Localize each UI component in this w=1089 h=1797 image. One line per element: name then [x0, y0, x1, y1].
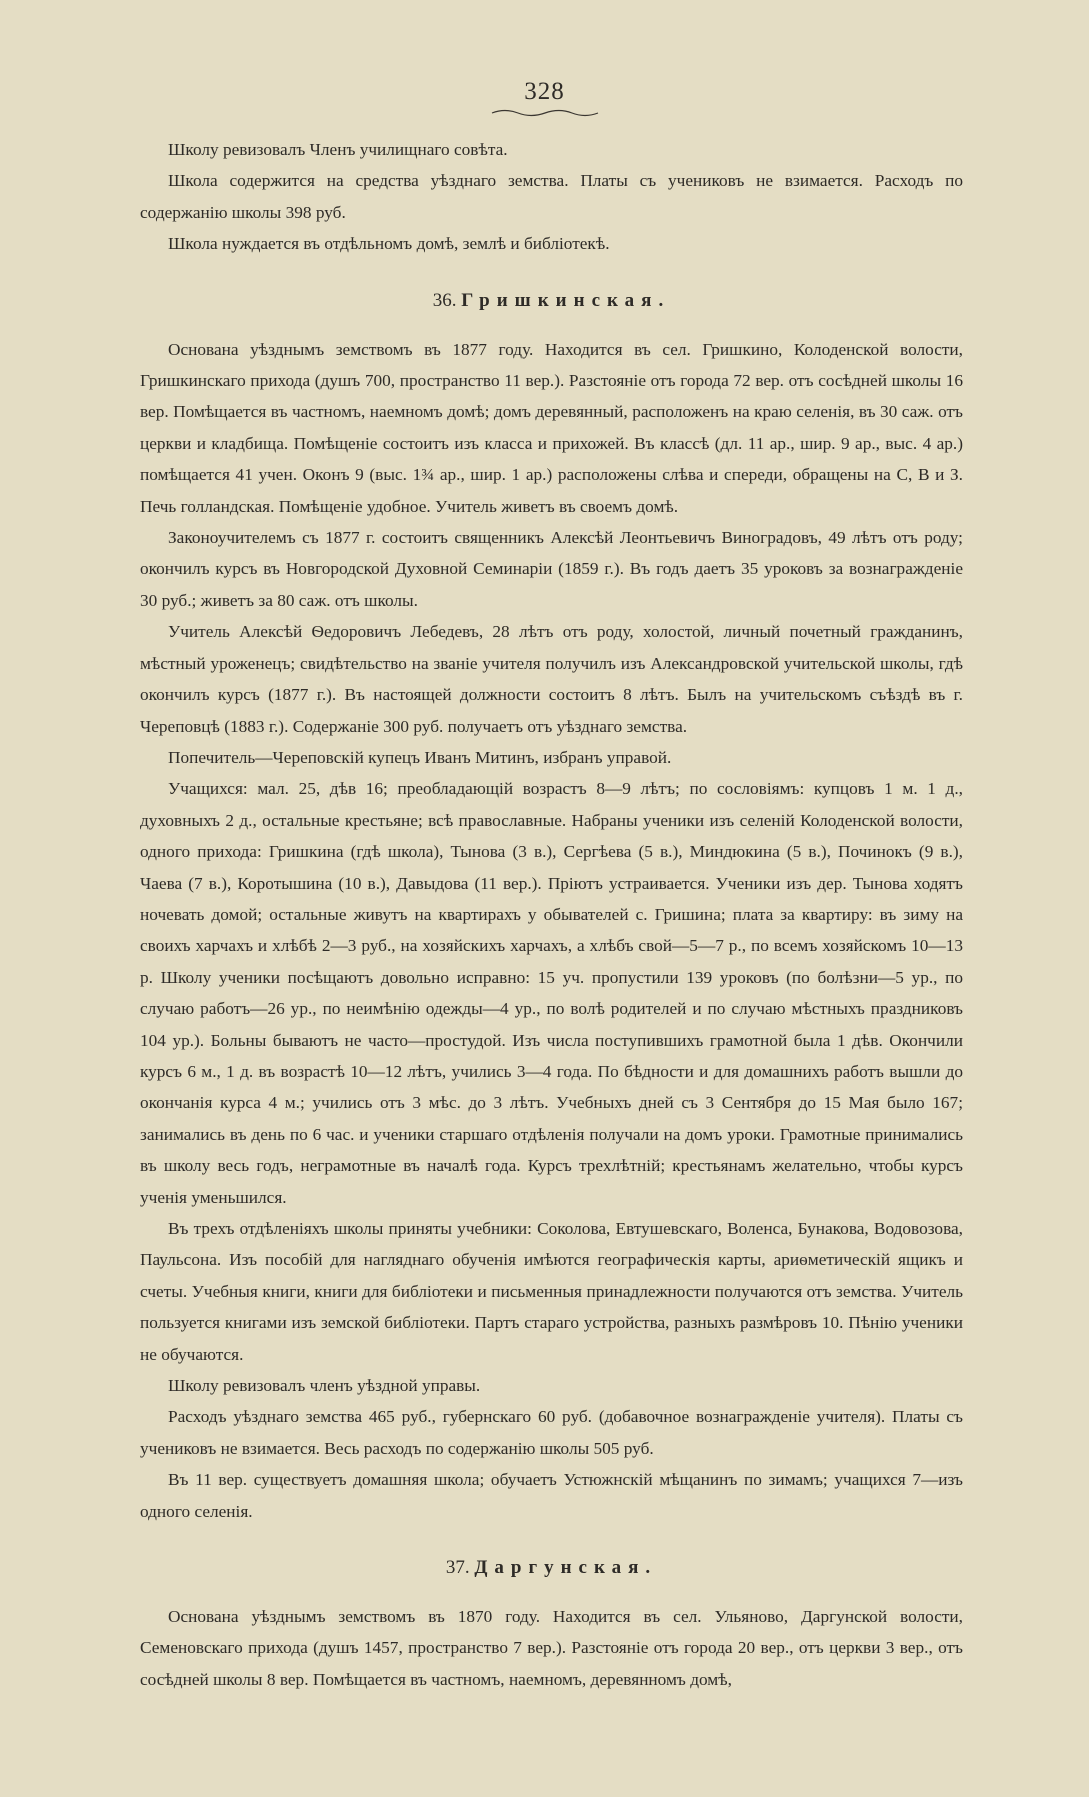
paragraph: Школа нуждается въ отдѣльномъ домѣ, землѣ и библіотекѣ. [168, 234, 610, 254]
paragraph: Въ трехъ отдѣленіяхъ школы приняты учебники: Соколова, Евтушевскаго, Воленса, Бунакова, Водовозова, Паульсона. Изъ пособій для нагляднаго обученія имѣются географическія карты, ариѳметическій ящикъ и счеты. Учебныя книги, книги для библіотеки и письменныя принадлежности получаются отъ земства. Учитель пользуется книгами изъ земской библіотеки. Партъ стараго устройства, разныхъ размѣровъ 10. Пѣнію ученики не обучаются. [140, 1219, 963, 1364]
paragraph: Законоучителемъ съ 1877 г. состоитъ священникъ Алексѣй Леонтьевичъ Виноградовъ, 49 лѣтъ отъ роду; окончилъ курсъ въ Новгородской Духовной Семинаріи (1859 г.). Въ годъ даетъ 35 уроковъ за вознагражденіе 30 руб.; живетъ за 80 саж. отъ школы. [140, 528, 963, 610]
section-title: Гришкинская. [461, 289, 671, 311]
paragraph: Учащихся: мал. 25, дѣв 16; преобладающій возрастъ 8—9 лѣтъ; по сословіямъ: купцовъ 1 м. 1 д., духовныхъ 2 д., остальные крестьяне; всѣ православные. Набраны ученики изъ селеній Колоденской волости, одного прихода: Гришкина (гдѣ школа), Тынова (3 в.), Сергѣева (5 в.), Миндюкина (5 в.), Починокъ (9 в.), Чаева (7 в.), Коротышина (10 в.), Давыдова (11 вер.). Пріютъ устраивается. Ученики изъ дер. Тынова ходятъ ночевать домой; остальные живутъ на квартирахъ у обывателей с. Гришина; плата за квартиру: въ зиму на своихъ харчахъ и хлѣбѣ 2—3 руб., на хозяйскихъ харчахъ, а хлѣбъ свой—5—7 р., по всемъ хозяйскомъ 10—13 р. Школу ученики посѣщаютъ довольно исправно: 15 уч. пропустили 139 уроковъ (по болѣзни—5 ур., по случаю работъ—26 ур., по неимѣнію одежды—4 ур., по волѣ родителей и по случаю мѣстныхъ праздниковъ 104 ур.). Больны бываютъ не часто—простудой. Изъ числа поступившихъ грамотной была 1 дѣв. Окончили курсъ 6 м., 1 д. въ возрастѣ 10—12 лѣтъ, учились 3—4 года. По бѣдности и для домашнихъ работъ вышли до окончанія курса 4 м.; учились отъ 3 мѣс. до 3 лѣтъ. Учебныхъ дней съ 3 Сентября до 15 Мая было 167; занимались въ день по 6 час. и ученики старшаго отдѣленія получали на домъ уроки. Грамотные принимались въ школу весь годъ, неграмотные въ началѣ года. Курсъ трехлѣтній; крестьянамъ желательно, чтобы курсъ ученія уменьшился. [140, 779, 963, 1207]
paragraph: Въ 11 вер. существуетъ домашняя школа; обучаетъ Устюжнскій мѣщанинъ по зимамъ; учащихся 7—изъ одного селенія. [140, 1470, 963, 1521]
paragraph: Школа содержится на средства уѣзднаго земства. Платы съ учениковъ не взимается. Расходъ по содержанію школы 398 руб. [140, 171, 963, 222]
paragraph: Основана уѣзднымъ земствомъ въ 1877 году. Находится въ сел. Гришкино, Колоденской волости, Гришкинскаго прихода (душъ 700, пространство 11 вер.). Разстояніе отъ города 72 вер. отъ сосѣдней школы 16 вер. Помѣщается въ частномъ, наемномъ домѣ; домъ деревянный, расположенъ на краю селенія, въ 30 саж. отъ церкви и кладбища. Помѣщеніе состоитъ изъ класса и прихожей. Въ классѣ (дл. 11 ар., шир. 9 ар., выс. 4 ар.) помѣщается 41 учен. Оконъ 9 (выс. 1¾ ар., шир. 1 ар.) расположены слѣва и спереди, обращены на С, В и З. Печь голландская. Помѣщеніе удобное. Учитель живетъ въ своемъ домѣ. [140, 339, 963, 516]
page-text [140, 134, 963, 1695]
section-heading [140, 290, 963, 312]
section-heading [140, 1557, 963, 1579]
section-number: 36. [432, 289, 457, 311]
section-title: Даргунская. [474, 1557, 658, 1579]
page-number: 328 [524, 78, 565, 105]
paragraph: Расходъ уѣзднаго земства 465 руб., губернскаго 60 руб. (добавочное вознагражденіе учителя). Платы съ учениковъ не взимается. Весь расходъ по содержанію школы 505 руб. [140, 1407, 963, 1458]
page-number-ornament [490, 108, 600, 118]
paragraph: Основана уѣзднымъ земствомъ въ 1870 году. Находится въ сел. Ульяново, Даргунской волости, Семеновскаго прихода (душъ 1457, пространство 7 вер.). Разстояніе отъ города 20 вер., отъ церкви 3 вер., отъ сосѣдней школы 8 вер. Помѣщается въ частномъ, наемномъ, деревянномъ домѣ, [140, 1607, 963, 1689]
paragraph: Учитель Алексѣй Ѳедоровичъ Лебедевъ, 28 лѣтъ отъ роду, холостой, личный почетный гражданинъ, мѣстный уроженецъ; свидѣтельство на званіе учителя получилъ изъ Александровской учительской школы, гдѣ окончилъ курсъ (1877 г.). Въ настоящей должности состоитъ 8 лѣтъ. Былъ на учительскомъ съѣздѣ въ г. Череповцѣ (1883 г.). Содержаніе 300 руб. получаетъ отъ уѣзднаго земства. [140, 622, 963, 736]
paragraph: Школу ревизовалъ членъ уѣздной управы. [168, 1376, 481, 1396]
paragraph: Школу ревизовалъ Членъ училищнаго совѣта. [168, 140, 508, 159]
section-number: 37. [445, 1557, 470, 1579]
paragraph: Попечитель—Череповскій купецъ Иванъ Митинъ, избранъ управой. [168, 747, 672, 767]
